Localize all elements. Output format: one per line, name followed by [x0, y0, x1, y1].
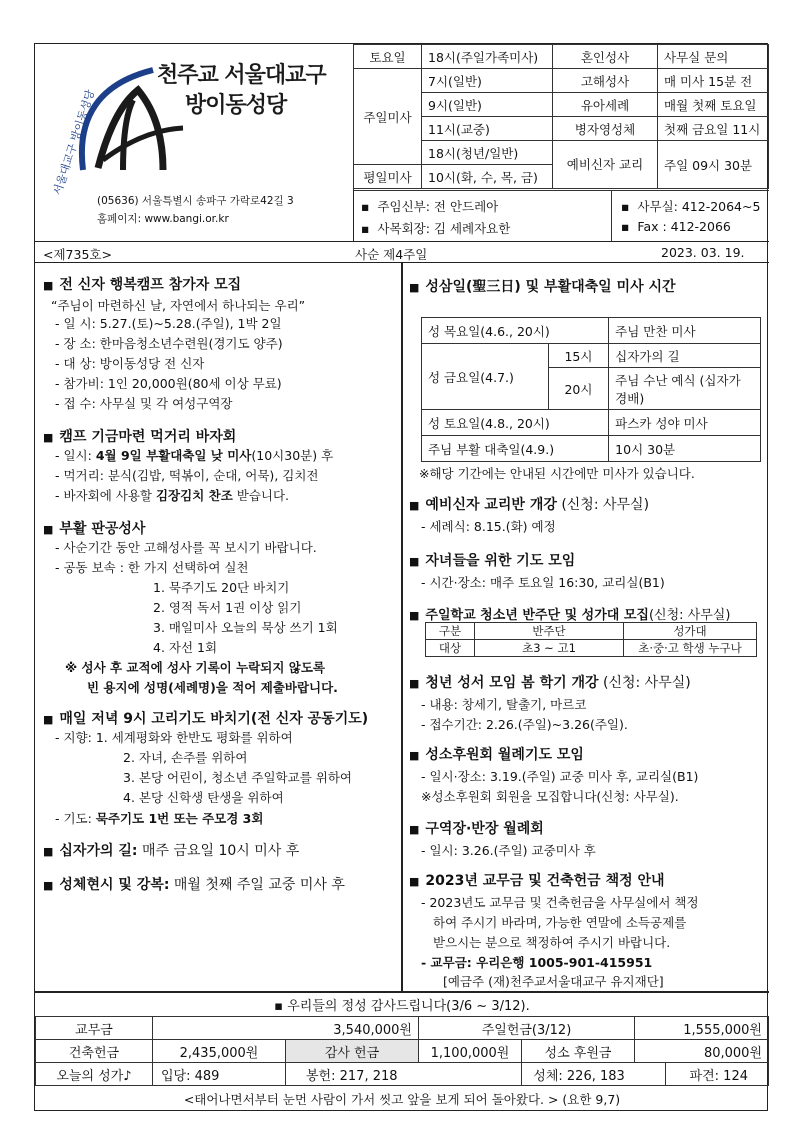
confession-note: 빈 용지에 성명(세례명)을 적어 제출바랍니다. [87, 680, 338, 695]
camp-line: - 대 상: 방이동성당 전 신자 [55, 356, 205, 371]
dues-bank: - 교무금: 우리은행 1005-901-415951 [421, 955, 653, 970]
hymn-offertory: 봉헌: 217, 218 [286, 1063, 522, 1086]
bazaar-title: ■ 캠프 기금마련 먹거리 바자회 [43, 429, 237, 445]
triduum-mass: 십자가의 길 [609, 344, 761, 368]
dues-title: ■ 2023년 교무금 및 건축헌금 책정 안내 [409, 873, 665, 889]
saturday-label: 토요일 [354, 45, 422, 69]
finance-label: 교무금 [36, 1017, 153, 1040]
finance-label: 감사 헌금 [286, 1040, 419, 1063]
supporters-line: ※성소후원회 회원을 모집합니다(신청: 사무실). [421, 789, 679, 804]
rosary-prayer: - 기도: 묵주기도 1번 또는 주모경 3회 [55, 811, 264, 826]
bazaar-line: - 일시: 4월 9일 부활대축일 낮 미사(10시30분) 후 [55, 448, 334, 463]
sundayschool-cell: 초·중·고 학생 누구나 [624, 640, 757, 657]
sunday-mass: 9시(일반) [422, 93, 553, 117]
logo-arc-text: 서울대교구 방이동성당 [50, 88, 98, 197]
finance-value: 3,540,000원 [153, 1017, 419, 1040]
finance-label: 주일헌금(3/12) [419, 1017, 635, 1040]
weekday-label: 평일미사 [354, 165, 422, 189]
penance-item: 1. 묵주기도 20단 바치기 [153, 580, 290, 595]
sunday-mass: 11시(교중) [422, 117, 553, 141]
saturday-mass: 18시(주일가족미사) [422, 45, 553, 69]
parish-title-line1: 천주교 서울대교구 [157, 63, 326, 88]
triduum-table [421, 317, 761, 462]
sunday-mass: 7시(일반) [422, 69, 553, 93]
hymn-recessional: 파견: 124 [665, 1063, 768, 1086]
homepage: 홈페이지: www.bangi.or.kr [97, 213, 229, 225]
camp-line: - 일 시: 5.27.(토)~5.28.(주일), 1박 2일 [55, 316, 282, 331]
children-prayer-title: ■ 자녀들을 위한 기도 모임 [409, 553, 576, 569]
triduum-day: 성 목요일(4.6., 20시) [422, 318, 609, 344]
rosary-line: - 지향: 1. 세계평화와 한반도 평화를 위하여 [55, 730, 293, 745]
confession-line: - 사순기간 동안 고해성사를 꼭 보시기 바랍니다. [55, 540, 317, 555]
council-line: ▪ 사목회장: 김 세례자요한 [361, 221, 511, 236]
sundayschool-cell: 초3 ~ 고1 [475, 640, 624, 657]
rosary-title: ■ 매일 저녁 9시 고리기도 바치기(전 신자 공동기도) [43, 711, 369, 727]
hymn-label: 오늘의 성가♪ [36, 1063, 153, 1086]
triduum-note: ※해당 기간에는 안내된 시간에만 미사가 있습니다. [419, 466, 695, 481]
schedule-right-value: 첫째 금요일 11시 [658, 117, 769, 141]
confession-note: ※ 성사 후 교적에 성사 기록이 누락되지 않도록 [65, 660, 325, 675]
triduum-day: 주님 부활 대축일(4.9.) [422, 436, 609, 462]
address: (05636) 서울특별시 송파구 가락로42길 3 [97, 195, 294, 207]
mass-schedule-table [353, 44, 769, 189]
stations-line: ■ 십자가의 길: 매주 금요일 10시 미사 후 [43, 843, 300, 859]
bulletin-page [34, 43, 768, 1111]
sunday-label: 주일미사 [354, 69, 422, 165]
camp-line: - 장 소: 한마음청소년수련원(경기도 양주) [55, 336, 283, 351]
triduum-mass: 10시 30분 [609, 436, 761, 462]
left-column [43, 274, 395, 894]
finance-value: 2,435,000원 [153, 1040, 286, 1063]
column-divider [401, 263, 403, 991]
dues-line: - 2023년도 교무금 및 건축헌금을 사무실에서 책정 [421, 895, 699, 910]
issue-number: <제735호> [43, 247, 112, 262]
schedule-right-value: 주일 09시 30분 [658, 141, 769, 189]
dues-line: 하여 주시기 바라며, 가능한 연말에 소득공제를 [433, 915, 687, 930]
camp-line: - 접 수: 사무실 및 각 여성구역장 [55, 396, 233, 411]
thanks-line: ▪ 우리들의 정성 감사드립니다(3/6 ~ 3/12). [274, 999, 530, 1014]
sundayschool-cell: 대상 [426, 640, 475, 657]
bazaar-line: - 먹거리: 분식(김밥, 떡볶이, 순대, 어묵), 김치전 [55, 468, 319, 483]
penance-item: 3. 매일미사 오늘의 묵상 쓰기 1회 [153, 620, 338, 635]
triduum-day: 성 금요일(4.7.) [422, 344, 549, 410]
hymn-communion: 성체: 226, 183 [522, 1063, 666, 1086]
office-phone: ▪ 사무실: 412-2064~5 [621, 199, 761, 214]
confession-title: ■ 부활 판공성사 [43, 521, 146, 537]
schedule-right-label: 혼인성사 [553, 45, 658, 69]
confession-line: - 공동 보속 : 한 가지 선택하여 실천 [55, 560, 249, 575]
adoration-line: ■ 성체현시 및 강복: 매월 첫째 주일 교중 미사 후 [43, 877, 345, 893]
fax-line: ▪ Fax : 412-2066 [621, 219, 731, 234]
bible-study-title: ■ 청년 성서 모임 봄 학기 개강 (신청: 사무실) [409, 675, 691, 691]
triduum-day: 성 토요일(4.8., 20시) [422, 410, 609, 436]
camp-line: - 참가비: 1인 20,000원(80세 이상 무료) [55, 376, 282, 391]
schedule-right-value: 매월 첫째 토요일 [658, 93, 769, 117]
bible-study-line: - 접수기간: 2.26.(주일)~3.26(주일). [421, 717, 628, 732]
parish-title-line2: 방이동성당 [185, 93, 287, 118]
finance-table [35, 1016, 769, 1086]
finance-value: 1,100,000원 [419, 1040, 522, 1063]
schedule-right-value: 매 미사 15분 전 [658, 69, 769, 93]
issue-date: 2023. 03. 19. [661, 245, 745, 260]
finance-value: 80,000원 [635, 1040, 769, 1063]
supporters-title: ■ 성소후원회 월례기도 모임 [409, 747, 584, 763]
liturgical-week: 사순 제4주일 [355, 247, 428, 262]
children-prayer-line: - 시간·장소: 매주 토요일 16:30, 교리실(B1) [421, 575, 665, 590]
triduum-time: 15시 [548, 344, 608, 368]
sunday-mass: 18시(청년/일반) [422, 141, 553, 165]
dues-line: 받으시는 분으로 책정하여 주시기 바랍니다. [433, 935, 671, 950]
weekday-mass: 10시(화, 수, 목, 금) [422, 165, 553, 189]
camp-title: ■ 전 신자 행복캠프 참가자 모집 [43, 277, 242, 293]
sundayschool-title: ■ 주일학교 청소년 반주단 및 성가대 모집(신청: 사무실) [409, 608, 731, 623]
finance-label: 건축헌금 [36, 1040, 153, 1063]
sundayschool-head: 성가대 [624, 623, 757, 640]
footer-rule [35, 991, 769, 993]
dues-holder: [예금주 (재)천주교서울대교구 유지재단] [443, 974, 664, 989]
rosary-intention: 2. 자녀, 손주를 위하여 [123, 750, 248, 765]
header-left [35, 44, 354, 241]
finance-label: 성소 후원금 [522, 1040, 635, 1063]
rosary-intention: 4. 본당 신학생 탄생을 위하여 [123, 790, 284, 805]
penance-item: 2. 영적 독서 1권 이상 읽기 [153, 600, 302, 615]
catechumen-title: ■ 예비신자 교리반 개강 (신청: 사무실) [409, 497, 650, 513]
schedule-right-label: 병자영성체 [553, 117, 658, 141]
district-line: - 일시: 3.26.(주일) 교중미사 후 [421, 843, 596, 858]
pastor-line: ▪ 주임신부: 전 안드레아 [361, 199, 499, 214]
catechumen-line: - 세례식: 8.15.(화) 예정 [421, 519, 556, 534]
district-title: ■ 구역장·반장 월례회 [409, 821, 544, 837]
triduum-mass: 파스카 성야 미사 [609, 410, 761, 436]
bible-quote: <태어나면서부터 눈먼 사람이 가서 씻고 앞을 보게 되어 돌아왔다. > (요한 9,7) [183, 1092, 621, 1107]
triduum-title: ■ 성삼일(聖三日) 및 부활대축일 미사 시간 [409, 279, 676, 295]
camp-quote: “주님이 마련하신 날, 자연에서 하나되는 우리” [51, 298, 306, 313]
schedule-right-label: 예비신자 교리 [553, 141, 658, 189]
schedule-right-label: 고해성사 [553, 69, 658, 93]
sundayschool-head: 반주단 [475, 623, 624, 640]
sundayschool-head: 구분 [426, 623, 475, 640]
supporters-line: - 일시·장소: 3.19.(주일) 교중 미사 후, 교리실(B1) [421, 769, 699, 784]
triduum-mass: 주님 수난 예식 (십자가 경배) [609, 368, 761, 410]
sundayschool-table [425, 622, 757, 657]
triduum-mass: 주님 만찬 미사 [609, 318, 761, 344]
schedule-right-value: 사무실 문의 [658, 45, 769, 69]
rosary-intention: 3. 본당 어린이, 청소년 주일학교를 위하여 [123, 770, 352, 785]
contact-info [353, 190, 769, 242]
issue-bar [35, 241, 769, 263]
penance-item: 4. 자선 1회 [153, 640, 218, 655]
hymn-entrance: 입당: 489 [153, 1063, 286, 1086]
finance-value: 1,555,000원 [635, 1017, 769, 1040]
schedule-right-label: 유아세례 [553, 93, 658, 117]
bazaar-line: - 바자회에 사용할 김장김치 찬조 받습니다. [55, 488, 290, 503]
triduum-time: 20시 [548, 368, 608, 410]
bible-study-line: - 내용: 창세기, 탈출기, 마르코 [421, 697, 587, 712]
